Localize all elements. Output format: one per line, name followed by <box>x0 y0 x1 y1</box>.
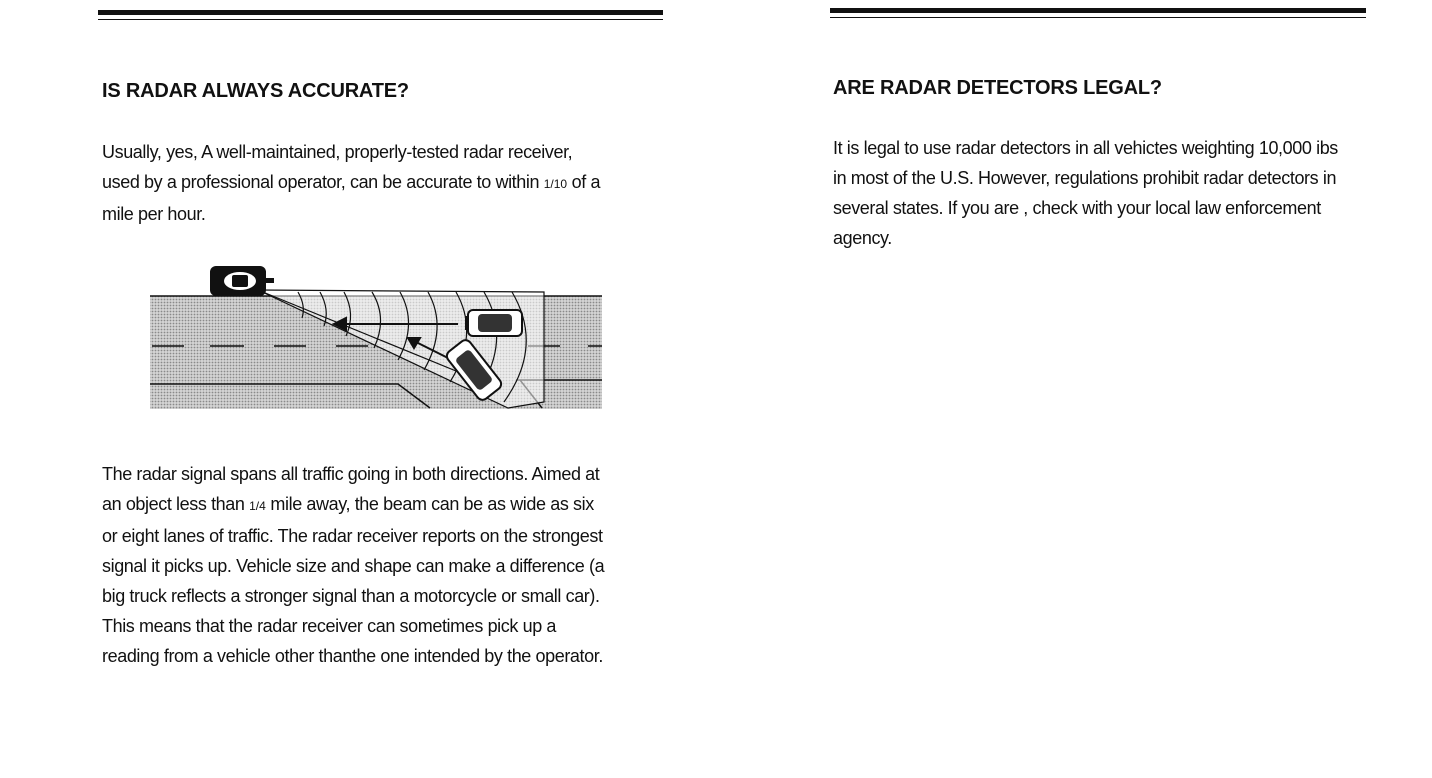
intro-paragraph <box>102 137 600 229</box>
top-rule-thick <box>98 10 663 15</box>
section-heading: IS RADAR ALWAYS ACCURATE? <box>102 80 409 102</box>
legal-line-4: agency. <box>833 228 892 248</box>
fraction-tenth: 1/10 <box>543 177 568 191</box>
legal-line-2: in most of the U.S. However, regulations prohibit radar detectors in <box>833 168 1337 188</box>
top-rule-thin <box>98 19 663 20</box>
police-car <box>210 266 274 296</box>
target-car-horizontal <box>466 310 522 336</box>
section-heading: ARE RADAR DETECTORS LEGAL? <box>833 77 1162 99</box>
legal-paragraph <box>833 133 1338 253</box>
body-paragraph <box>102 459 604 671</box>
intro-line-1: Usually, yes, A well-maintained, properly-tested radar receiver, <box>102 142 573 162</box>
intro-line-3: mile per hour. <box>102 204 206 224</box>
body-line-4: signal it picks up. Vehicle size and shape can make a difference (a <box>102 556 605 576</box>
top-rule-thin <box>830 17 1366 18</box>
body-line-2: an object less than 1/4 mile away, the beam can be as wide as six <box>102 494 594 514</box>
body-line-3: or eight lanes of traffic. The radar receiver reports on the strongest <box>102 526 603 546</box>
legal-line-3: several states. If you are , check with your local law enforcement <box>833 198 1321 218</box>
intro-line-2: used by a professional operator, can be accurate to within 1/10 of a <box>102 172 601 192</box>
body-line-5: big truck reflects a stronger signal than a motorcycle or small car). <box>102 586 600 606</box>
fraction-quarter: 1/4 <box>249 499 266 513</box>
legal-line-1: It is legal to use radar detectors in all vehictes weighting 10,000 ibs <box>833 138 1338 158</box>
body-line-1: The radar signal spans all traffic going in both directions. Aimed at <box>102 464 600 484</box>
radar-traffic-illustration <box>148 262 604 412</box>
right-page <box>716 0 1432 778</box>
body-line-7: reading from a vehicle other thanthe one intended by the operator. <box>102 646 603 666</box>
top-rule-thick <box>830 8 1366 13</box>
body-line-6: This means that the radar receiver can sometimes pick up a <box>102 616 557 636</box>
